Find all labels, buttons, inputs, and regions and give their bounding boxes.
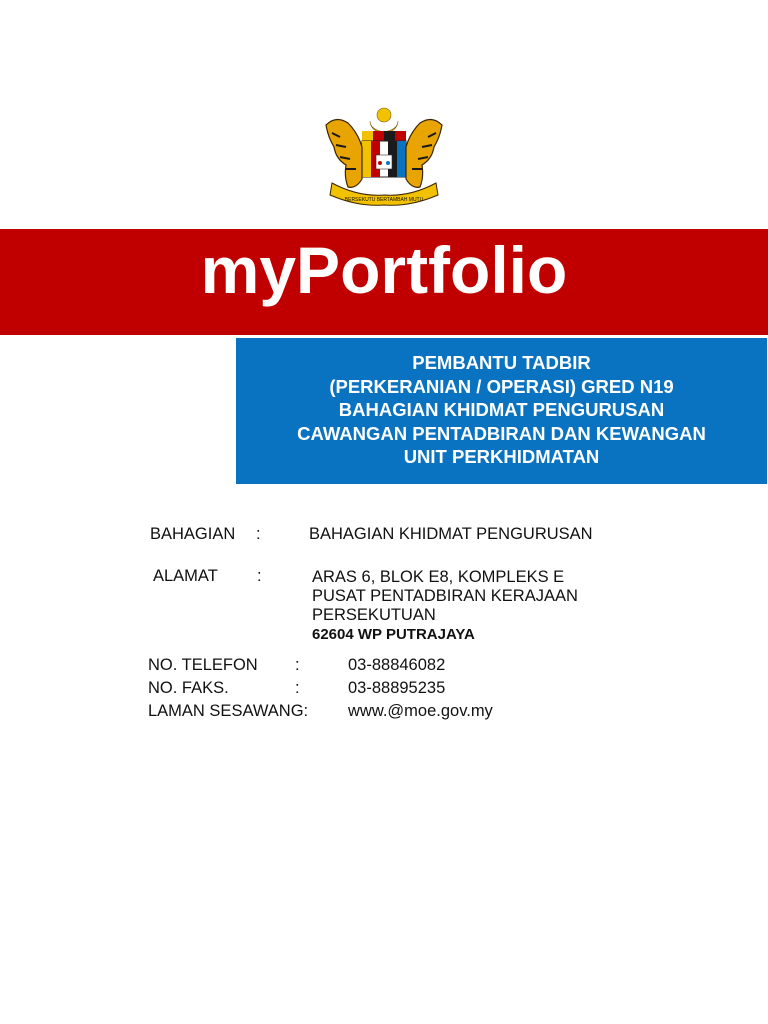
position-line-3: BAHAGIAN KHIDMAT PENGURUSAN <box>338 399 665 420</box>
position-line-4: CAWANGAN PENTADBIRAN DAN KEWANGAN <box>297 422 706 444</box>
bahagian-label: BAHAGIAN <box>150 525 236 543</box>
alamat-line-3: PERSEKUTUAN <box>312 606 436 624</box>
telefon-separator: : <box>295 656 300 674</box>
alamat-label: ALAMAT <box>153 567 218 585</box>
faks-value: 03-88895235 <box>348 679 446 697</box>
left-tiger-shape <box>326 119 362 187</box>
faks-label: NO. FAKS. <box>148 679 229 697</box>
position-line-5: UNIT PERKHIDMATAN <box>403 446 600 467</box>
telefon-label: NO. TELEFON <box>148 656 258 674</box>
alamat-separator: : <box>257 567 262 585</box>
position-box <box>236 338 767 484</box>
bahagian-value: BAHAGIAN KHIDMAT PENGURUSAN <box>309 525 593 543</box>
star-shape <box>377 108 391 122</box>
alamat-postcode: 62604 WP PUTRAJAYA <box>312 626 475 643</box>
coat-of-arms-logo <box>318 103 450 207</box>
position-line-1: PEMBANTU TADBIR <box>412 352 591 373</box>
alamat-line-2: PUSAT PENTADBIRAN KERAJAAN <box>312 587 578 605</box>
laman-label: LAMAN SESAWANG: <box>148 702 309 720</box>
laman-link[interactable]: www.@moe.gov.my <box>348 702 493 720</box>
telefon-value: 03-88846082 <box>348 656 446 674</box>
faks-separator: : <box>295 679 300 697</box>
bahagian-separator: : <box>256 525 261 543</box>
motto-text: BERSEKUTU BERTAMBAH MUTU <box>344 197 424 203</box>
right-tiger-shape <box>406 119 442 187</box>
page-title: myPortfolio <box>200 233 568 307</box>
alamat-line-1: ARAS 6, BLOK E8, KOMPLEKS E <box>312 568 565 586</box>
position-line-2: (PERKERANIAN / OPERASI) GRED N19 <box>329 375 674 397</box>
